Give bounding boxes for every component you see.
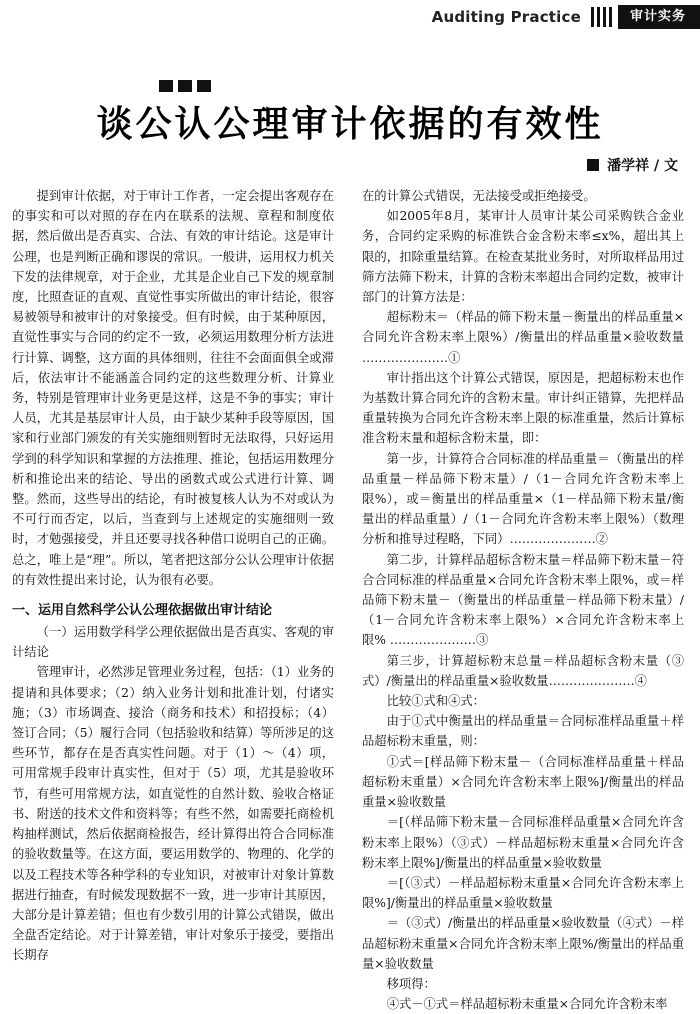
title-squares-decoration (159, 80, 211, 92)
move-terms-line: 移项得： (386, 976, 436, 991)
equation-2: ＝[（样品筛下粉末量－合同标准样品重量×合同允许含粉末率上限%）（③式）－样品超标粉末重量×合同允许含粉末率上限%]/衡量出的样品重量×验收数量 (362, 815, 684, 870)
step-3: 第三步，计算超标粉末总量＝样品超标含粉末量（③式）/衡量出的样品重量×验收数量…………………④ (362, 653, 684, 688)
step-1: 第一步，计算符合合同标准的样品重量＝（衡量出的样品重量－样品筛下粉末量）/（1－合同允许含粉末率上限%），或＝衡量出的样品重量×（1－样品筛下粉末量/衡量出的样品重量）/（1－合同允许含粉末率上限%）（数理分析和推导过程略，下同）…………………② (362, 451, 684, 547)
author: 潘学祥 / 文 (607, 158, 678, 174)
article-title: 谈公认公理审计依据的有效性 (96, 104, 604, 145)
continued-paragraph: 在的计算公式错误，无法接受或拒绝接受。 (362, 189, 596, 203)
correction-paragraph: 审计指出这个计算公式错误，原因是，把超标粉末也作为基数计算合同允许的含粉末量。审计纠正错算，先把样品重量转换为合同允许含粉末率上限的标准重量，然后计算标准含粉末量和超标含粉末量，即： (362, 370, 684, 446)
equation-5: ④式－①式＝样品超标粉末重量×合同允许含粉末率 (386, 997, 668, 1012)
running-header (432, 0, 700, 34)
case-paragraph: 如2005年8月，某审计人员审计某公司采购铁合金业务，合同约定采购的标准铁合金含粉末率≤x%，超出其上限的，扣除重量结算。在检查某批业务时，对所取样品用过筛方法筛下粉末，计算的含粉末率超出合同约定数，被审计部门的计算方法是： (362, 209, 684, 305)
byline-square-icon (587, 159, 599, 171)
right-column (362, 186, 684, 1014)
byline (587, 155, 678, 175)
step-2: 第二步，计算样品超标含粉末量＝样品筛下粉末量－符合合同标准的样品重量×合同允许含粉末率上限%，或＝样品筛下粉末量－（衡量出的样品重量－样品筛下粉末量）/（1－合同允许含粉末率上限%）×合同允许含粉末率上限% …………………③ (362, 552, 684, 648)
column-label: 审计实务 (618, 5, 700, 29)
section-name-en: Auditing Practice (431, 8, 581, 26)
derivation-intro: 由于①式中衡量出的样品重量＝合同标准样品重量＋样品超标粉末重量，则： (362, 714, 684, 749)
paragraph-management-audit: 管理审计，必然涉足管理业务过程，包括：（1）业务的提请和具体要求；（2）纳入业务计划和批准计划，付诸实施；（3）市场调查、接洽（商务和技术）和招投标；（4）签订合同；（5）履行合同（包括验收和结算）等所涉足的这些环节，都存在是否真实性问题。对于（1）～（4）项，可用常规手段审计真实性，但对于（5）项，尤其是验收环节，有些可用常规方法，如直觉性的自然计数、验收合格证书、附送的技术文件和资料等；有些不然，如需要托商检机构抽样测试，然后依据商检报告，经计算得出符合合同标准的验收数量等。在这方面，要运用数学的、物理的、化学的以及工程技术等各种学科的专业知识，对被审计对象计算数据进行抽查，有时候发现数据不一致，进一步审计其原因，大部分是计算差错；但也有少数引用的计算公式错误，做出全盘否定结论。对于计算差错，审计对象乐于接受，要指出长期存 (12, 665, 334, 963)
equation-3: ＝[（③式）－样品超标粉末重量×合同允许含粉末率上限%]/衡量出的样品重量×验收数量 (362, 875, 684, 911)
section-heading-1: 一、运用自然科学公认公理依据做出审计结论 (12, 603, 273, 619)
subsection-heading-1: （一）运用数学科学公理依据做出是否真实、客观的审计结论 (12, 625, 334, 660)
compare-line: 比较①式和④式： (386, 694, 485, 709)
intro-paragraph: 提到审计依据，对于审计工作者，一定会提出客观存在的事实和可以对照的存在内在联系的法规、章程和制度依据，然后做出是否真实、合法、有效的审计结论。这是审计公理，也是判断正确和谬误的常识。一般讲，运用权力机关下发的法律规章，对于企业，尤其是企业自己下发的规章制度，比照查证的直观、直觉性事实所做出的审计结论，很容易被领导和被审计的对象接受。但有时候，由于某种原因，直觉性事实与合同的约定不一致，必须运用数理分析方法进行计算、调整，这方面的具体细则，往往不会面面俱全或滞后，依法审计不能涵盖合同约定的这些数理分析、计算业务，特别是管理审计业务更是这样，这是不争的事实；审计人员，尤其是基层审计人员，由于缺少某种手段等原因，国家和行业部门颁发的有关实施细则暂时无法取得，只好运用学到的科学知识和掌握的方法推理、推论，包括运用数理分析和推论出来的结论、导出的函数式或公式进行计算、调整。然而，这些导出的结论，有时被复核人认为不对或认为不可行而否定，以后，当查到与上述规定的实施细则一致时，才勉强接受，并且还要寻找各种借口说明自己的正确。总之，唯上是“理”。所以，笔者把这部分公认公理审计依据的有效性提出来讨论，认为很有必要。 (12, 189, 334, 587)
header-bars-decoration (591, 7, 612, 27)
formula-1: 超标粉末＝（样品的筛下粉末量－衡量出的样品重量×合同允许含粉末率上限%）/衡量出的样品重量×验收数量 …………………① (362, 310, 684, 365)
left-column (12, 186, 334, 966)
equation-4: ＝（③式）/衡量出的样品重量×验收数量（④式）－样品超标粉末重量×合同允许含粉末率上限%/衡量出的样品重量×验收数量 (362, 916, 684, 971)
equation-1: ①式＝[样品筛下粉末量－（合同标准样品重量＋样品超标粉末重量）×合同允许含粉末率上限%]/衡量出的样品重量×验收数量 (362, 754, 684, 810)
